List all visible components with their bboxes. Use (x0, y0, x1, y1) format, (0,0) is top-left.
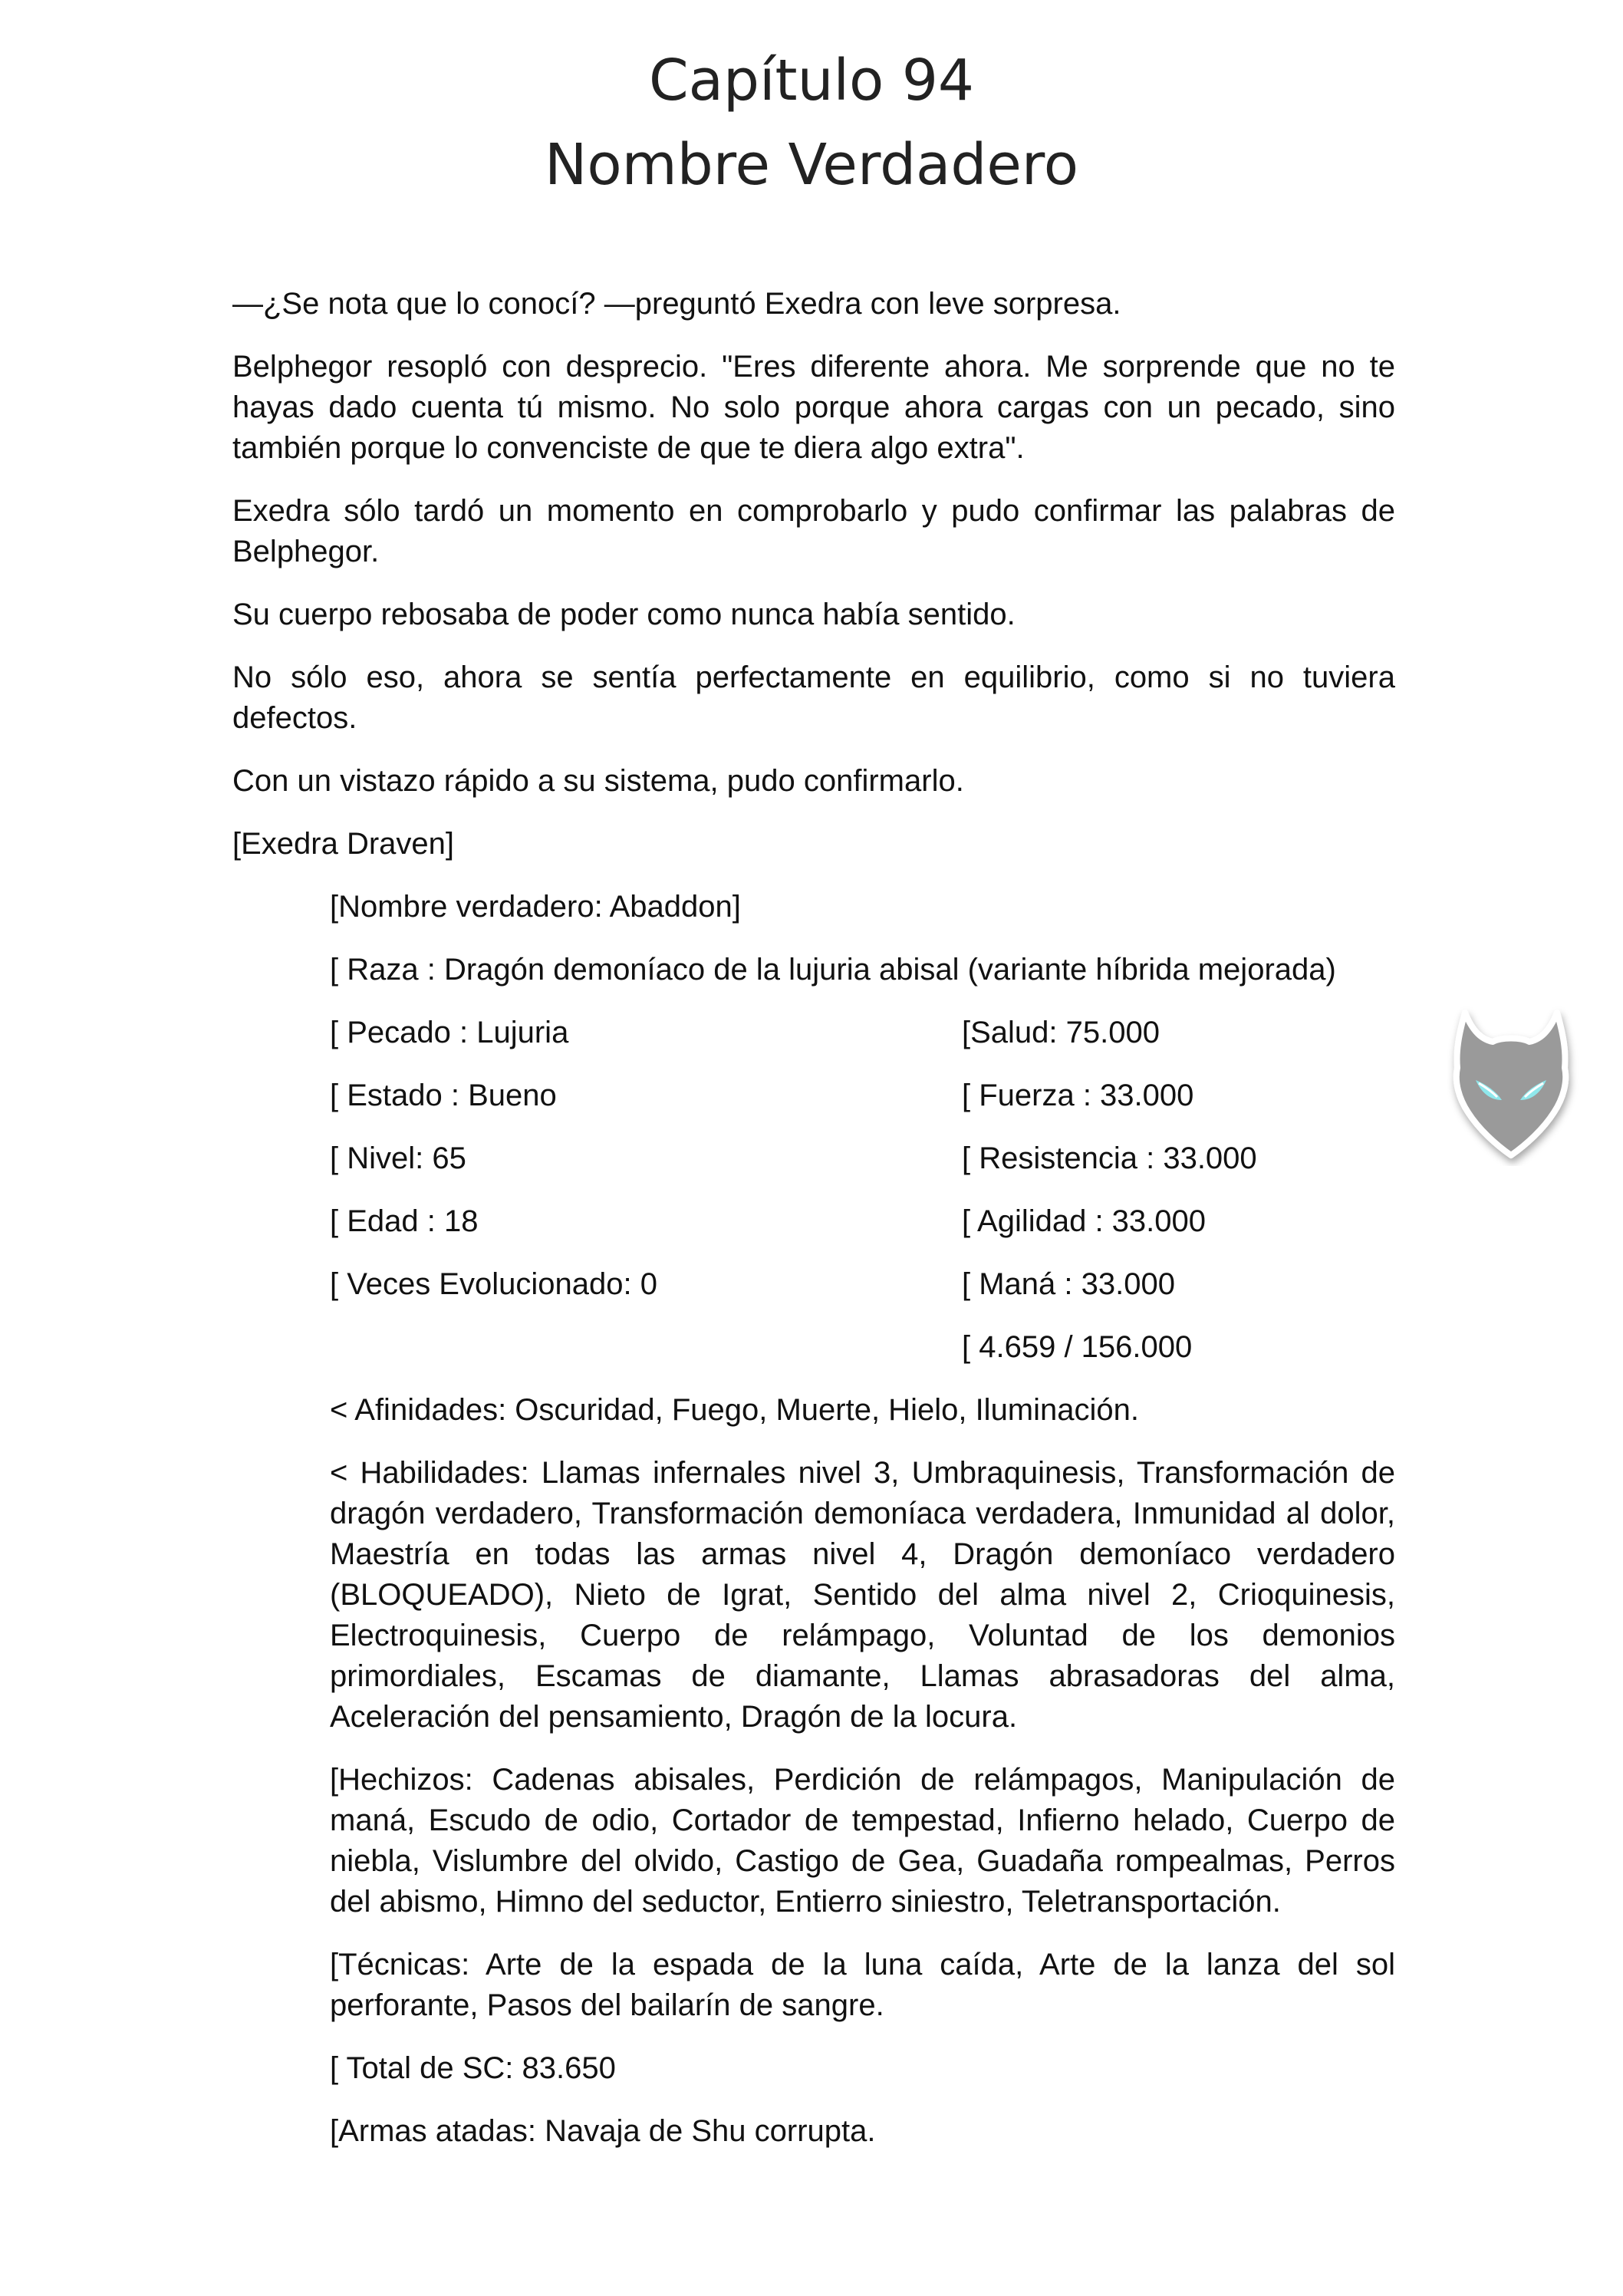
stat-level: [ Nivel: 65 (330, 1141, 466, 1175)
paragraph: Belphegor resopló con desprecio. "Eres diferente ahora. Me sorprende que no te hayas dado cuenta tú mismo. No solo porque ahora cargas con un pecado, sino también porque lo convenciste de que te diera algo extra". (232, 350, 1395, 465)
affinities-line: < Afinidades: Oscuridad, Fuego, Muerte, Hielo, Iluminación. (330, 1393, 1139, 1427)
race-line: [ Raza : Dragón demoníaco de la lujuria abisal (variante híbrida mejorada) (330, 953, 1336, 987)
stat-agility: [ Agilidad : 33.000 (962, 1204, 1207, 1238)
stat-age: [ Edad : 18 (330, 1204, 479, 1238)
demon-head-icon (1442, 997, 1580, 1166)
paragraph: Con un vistazo rápido a su sistema, pudo confirmarlo. (232, 764, 964, 798)
stat-health: [Salud: 75.000 (962, 1016, 1160, 1049)
stat-empty (330, 1327, 962, 1368)
paragraph: No sólo eso, ahora se sentía perfectamente en equilibrio, como si no tuviera defectos. (232, 660, 1395, 735)
stat-sin: [ Pecado : Lujuria (330, 1016, 569, 1049)
chapter-title: Nombre Verdadero (545, 132, 1078, 198)
skills-paragraph: < Habilidades: Llamas infernales nivel 3, Umbraquinesis, Transformación de dragón verdadero, Transformación demoníaca verdadera, Inmunidad al dolor, Maestría en todas las armas nivel 4, Dragón demoníaco verdadero (BLOQUEADO), Nieto de Igrat, Sentido del alma nivel 2, Crioquinesis, Electroquinesis, Cuerpo de relámpago, Voluntad de los demonios primordiales, Escamas de diamante, Llamas abrasadoras del alma, Aceleración del pensamiento, Dragón de la locura. (330, 1456, 1395, 1734)
spells-paragraph: [Hechizos: Cadenas abisales, Perdición de relámpagos, Manipulación de maná, Escudo de odio, Cortador de tempestad, Infierno helado, Cuerpo de niebla, Vislumbre del olvido, Castigo de Gea, Guadaña rompealmas, Perros del abismo, Himno del seductor, Entierro siniestro, Teletransportación. (330, 1763, 1395, 1919)
total-sc-line: [ Total de SC: 83.650 (330, 2051, 616, 2085)
stat-mana: [ Maná : 33.000 (962, 1267, 1175, 1301)
stat-state: [ Estado : Bueno (330, 1079, 557, 1112)
chapter-number: Capítulo 94 (649, 48, 974, 114)
paragraph: —¿Se nota que lo conocí? —preguntó Exedra con leve sorpresa. (232, 287, 1121, 321)
stat-grid (330, 1013, 1395, 1368)
status-window (330, 887, 1395, 2152)
stat-endurance: [ Resistencia : 33.000 (962, 1141, 1257, 1175)
paragraph: Su cuerpo rebosaba de poder como nunca había sentido. (232, 598, 1016, 631)
bound-weapons-line: [Armas atadas: Navaja de Shu corrupta. (330, 2114, 876, 2148)
chapter-body (232, 284, 1395, 2174)
stat-strength: [ Fuerza : 33.000 (962, 1079, 1194, 1112)
paragraph: Exedra sólo tardó un momento en comprobarlo y pudo confirmar las palabras de Belphegor. (232, 494, 1395, 568)
true-name-line: [Nombre verdadero: Abaddon] (330, 890, 741, 924)
status-owner-name: [Exedra Draven] (232, 827, 455, 861)
stat-evolutions: [ Veces Evolucionado: 0 (330, 1267, 657, 1301)
stat-experience: [ 4.659 / 156.000 (962, 1330, 1193, 1364)
chapter-header (0, 38, 1623, 207)
techniques-paragraph: [Técnicas: Arte de la espada de la luna caída, Arte de la lanza del sol perforante, Pasos del bailarín de sangre. (330, 1948, 1395, 2022)
